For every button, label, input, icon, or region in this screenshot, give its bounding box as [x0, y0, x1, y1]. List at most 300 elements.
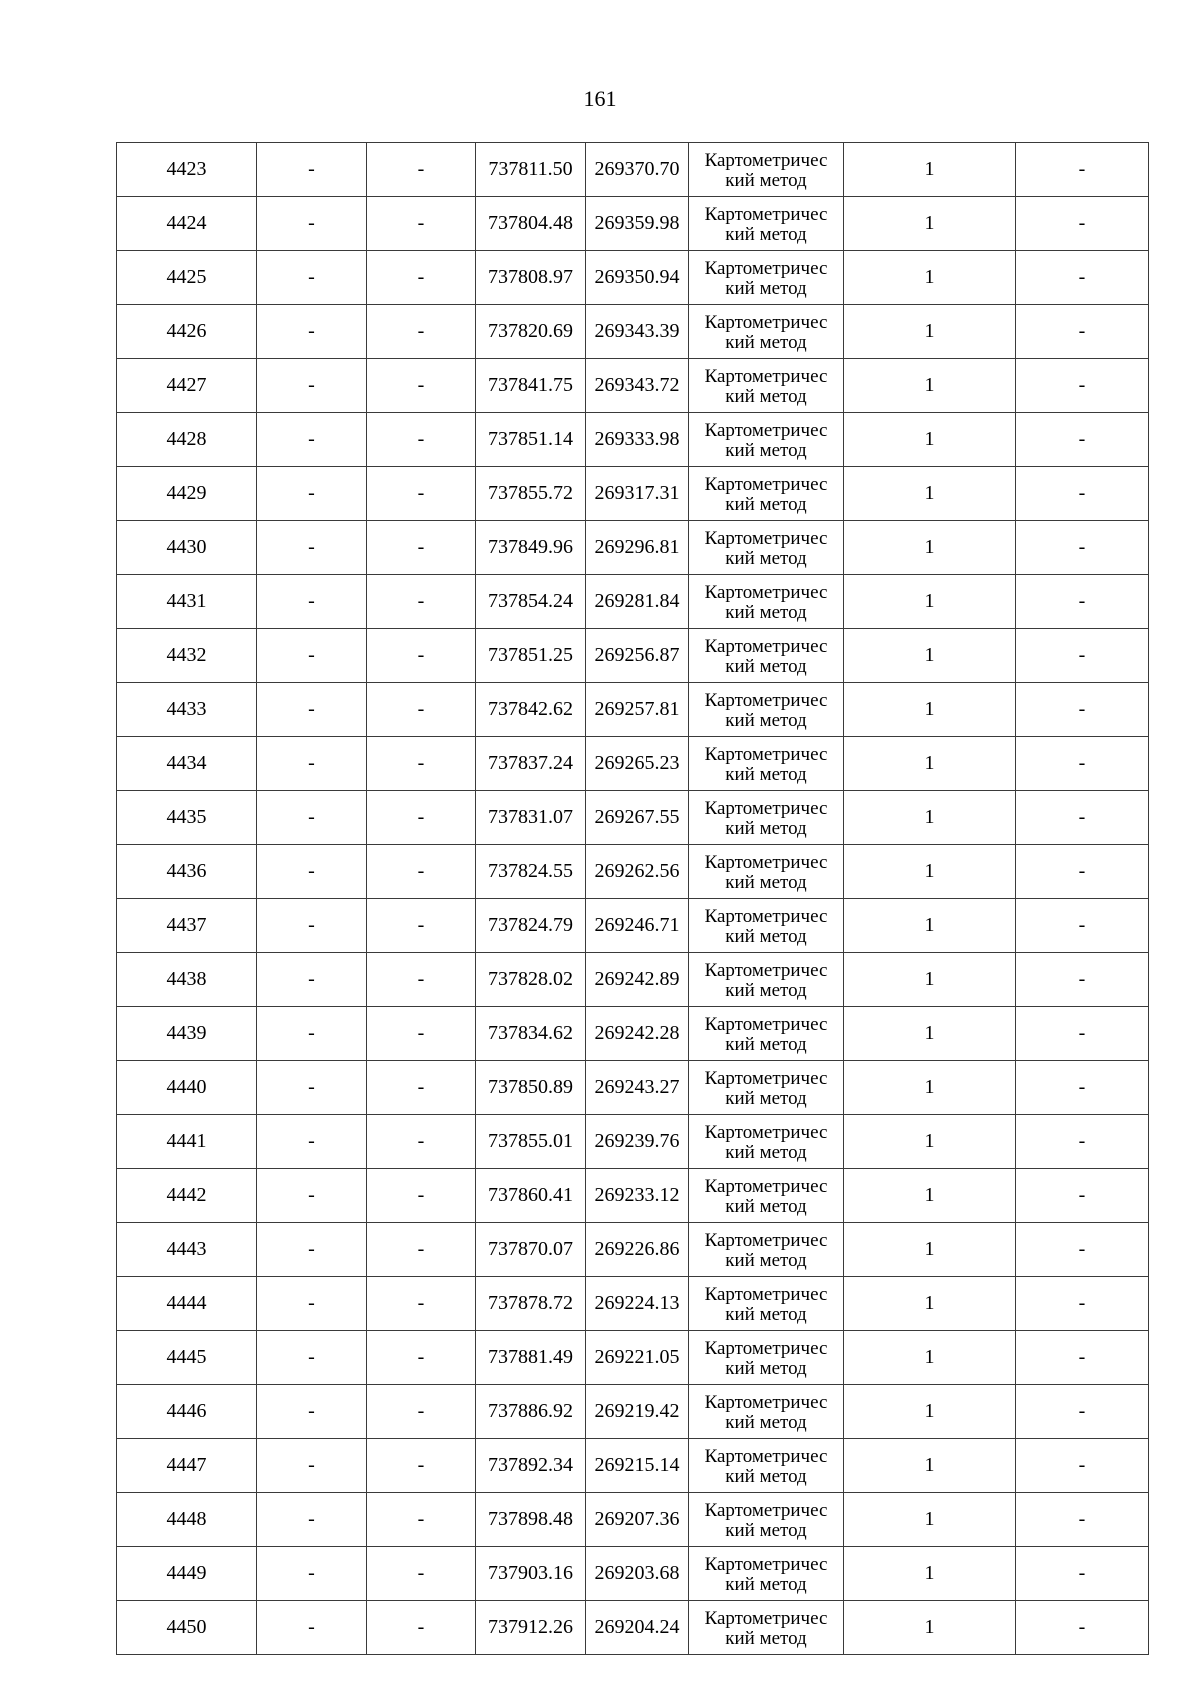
method-line-2: кий метод [725, 1142, 807, 1163]
coordinate-y: 269267.55 [586, 791, 689, 845]
method-line-2: кий метод [725, 656, 807, 677]
method-cell [689, 143, 844, 197]
coordinate-x: 737855.01 [476, 1115, 586, 1169]
empty-cell-3: - [367, 143, 476, 197]
method-cell [689, 1007, 844, 1061]
empty-cell-last: - [1016, 683, 1149, 737]
empty-cell-3: - [367, 1385, 476, 1439]
method-line-1: Картометричес [704, 1338, 828, 1359]
coordinate-x: 737837.24 [476, 737, 586, 791]
coordinate-y: 269246.71 [586, 899, 689, 953]
coordinate-x: 737878.72 [476, 1277, 586, 1331]
method-cell [689, 791, 844, 845]
method-line-2: кий метод [725, 170, 807, 191]
table-row [117, 1547, 1149, 1601]
coordinates-table [116, 142, 1149, 1655]
coordinate-x: 737831.07 [476, 791, 586, 845]
accuracy-cell: 1 [844, 845, 1016, 899]
table-row [117, 1277, 1149, 1331]
coordinate-y: 269224.13 [586, 1277, 689, 1331]
accuracy-cell: 1 [844, 1169, 1016, 1223]
point-number: 4443 [117, 1223, 257, 1277]
coordinate-x: 737804.48 [476, 197, 586, 251]
method-line-2: кий метод [725, 1628, 807, 1649]
accuracy-cell: 1 [844, 1223, 1016, 1277]
coordinate-x: 737820.69 [476, 305, 586, 359]
point-number: 4441 [117, 1115, 257, 1169]
empty-cell-last: - [1016, 899, 1149, 953]
method-line-1: Картометричес [704, 1284, 828, 1305]
empty-cell-2: - [257, 1547, 367, 1601]
method-line-1: Картометричес [704, 690, 828, 711]
empty-cell-2: - [257, 521, 367, 575]
accuracy-cell: 1 [844, 251, 1016, 305]
coordinate-x: 737842.62 [476, 683, 586, 737]
method-cell [689, 953, 844, 1007]
empty-cell-last: - [1016, 1007, 1149, 1061]
accuracy-cell: 1 [844, 359, 1016, 413]
point-number: 4426 [117, 305, 257, 359]
method-line-1: Картометричес [704, 1230, 828, 1251]
empty-cell-3: - [367, 629, 476, 683]
method-line-2: кий метод [725, 926, 807, 947]
accuracy-cell: 1 [844, 1061, 1016, 1115]
empty-cell-last: - [1016, 197, 1149, 251]
coordinate-x: 737841.75 [476, 359, 586, 413]
method-line-1: Картометричес [704, 420, 828, 441]
method-line-2: кий метод [725, 386, 807, 407]
accuracy-cell: 1 [844, 1331, 1016, 1385]
empty-cell-last: - [1016, 305, 1149, 359]
method-line-2: кий метод [725, 1034, 807, 1055]
coordinate-x: 737849.96 [476, 521, 586, 575]
empty-cell-3: - [367, 1601, 476, 1655]
empty-cell-3: - [367, 845, 476, 899]
method-line-1: Картометричес [704, 744, 828, 765]
coordinate-y: 269333.98 [586, 413, 689, 467]
empty-cell-last: - [1016, 791, 1149, 845]
empty-cell-2: - [257, 143, 367, 197]
table-row [117, 737, 1149, 791]
method-line-2: кий метод [725, 1412, 807, 1433]
method-line-1: Картометричес [704, 1392, 828, 1413]
point-number: 4444 [117, 1277, 257, 1331]
method-cell [689, 737, 844, 791]
empty-cell-2: - [257, 575, 367, 629]
coordinate-y: 269343.72 [586, 359, 689, 413]
empty-cell-3: - [367, 1439, 476, 1493]
coordinate-y: 269215.14 [586, 1439, 689, 1493]
coordinate-x: 737834.62 [476, 1007, 586, 1061]
empty-cell-last: - [1016, 1547, 1149, 1601]
point-number: 4432 [117, 629, 257, 683]
method-cell [689, 1115, 844, 1169]
method-line-1: Картометричес [704, 636, 828, 657]
method-line-2: кий метод [725, 1250, 807, 1271]
method-cell [689, 197, 844, 251]
coordinate-x: 737828.02 [476, 953, 586, 1007]
empty-cell-2: - [257, 683, 367, 737]
method-line-2: кий метод [725, 494, 807, 515]
method-line-2: кий метод [725, 548, 807, 569]
method-cell [689, 1223, 844, 1277]
point-number: 4449 [117, 1547, 257, 1601]
method-line-1: Картометричес [704, 1554, 828, 1575]
method-cell [689, 1385, 844, 1439]
empty-cell-last: - [1016, 359, 1149, 413]
method-line-2: кий метод [725, 1304, 807, 1325]
empty-cell-2: - [257, 845, 367, 899]
table-row [117, 1115, 1149, 1169]
method-line-2: кий метод [725, 602, 807, 623]
coordinate-x: 737855.72 [476, 467, 586, 521]
point-number: 4423 [117, 143, 257, 197]
accuracy-cell: 1 [844, 1277, 1016, 1331]
method-line-2: кий метод [725, 1088, 807, 1109]
method-line-2: кий метод [725, 764, 807, 785]
empty-cell-last: - [1016, 1601, 1149, 1655]
method-line-2: кий метод [725, 224, 807, 245]
coordinate-x: 737860.41 [476, 1169, 586, 1223]
table-row [117, 197, 1149, 251]
method-cell [689, 1601, 844, 1655]
empty-cell-last: - [1016, 629, 1149, 683]
empty-cell-last: - [1016, 413, 1149, 467]
coordinate-x: 737854.24 [476, 575, 586, 629]
method-line-2: кий метод [725, 1466, 807, 1487]
empty-cell-last: - [1016, 467, 1149, 521]
empty-cell-3: - [367, 413, 476, 467]
empty-cell-last: - [1016, 521, 1149, 575]
table-row [117, 1169, 1149, 1223]
empty-cell-3: - [367, 1061, 476, 1115]
method-cell [689, 1169, 844, 1223]
empty-cell-2: - [257, 467, 367, 521]
table-row [117, 953, 1149, 1007]
accuracy-cell: 1 [844, 521, 1016, 575]
empty-cell-last: - [1016, 143, 1149, 197]
accuracy-cell: 1 [844, 1385, 1016, 1439]
empty-cell-2: - [257, 1115, 367, 1169]
point-number: 4445 [117, 1331, 257, 1385]
empty-cell-3: - [367, 899, 476, 953]
method-cell [689, 845, 844, 899]
table-row [117, 413, 1149, 467]
point-number: 4439 [117, 1007, 257, 1061]
empty-cell-3: - [367, 1547, 476, 1601]
method-line-1: Картометричес [704, 474, 828, 495]
accuracy-cell: 1 [844, 737, 1016, 791]
point-number: 4428 [117, 413, 257, 467]
table-row [117, 1331, 1149, 1385]
empty-cell-3: - [367, 1493, 476, 1547]
empty-cell-last: - [1016, 845, 1149, 899]
accuracy-cell: 1 [844, 1007, 1016, 1061]
method-line-2: кий метод [725, 278, 807, 299]
empty-cell-3: - [367, 467, 476, 521]
point-number: 4442 [117, 1169, 257, 1223]
coordinate-y: 269243.27 [586, 1061, 689, 1115]
method-line-2: кий метод [725, 872, 807, 893]
method-cell [689, 251, 844, 305]
empty-cell-2: - [257, 1007, 367, 1061]
empty-cell-3: - [367, 1007, 476, 1061]
coordinate-y: 269221.05 [586, 1331, 689, 1385]
coordinate-x: 737886.92 [476, 1385, 586, 1439]
coordinate-y: 269203.68 [586, 1547, 689, 1601]
point-number: 4429 [117, 467, 257, 521]
method-cell [689, 305, 844, 359]
empty-cell-2: - [257, 1493, 367, 1547]
coordinate-y: 269226.86 [586, 1223, 689, 1277]
empty-cell-3: - [367, 197, 476, 251]
empty-cell-3: - [367, 305, 476, 359]
accuracy-cell: 1 [844, 413, 1016, 467]
empty-cell-2: - [257, 1385, 367, 1439]
empty-cell-3: - [367, 521, 476, 575]
accuracy-cell: 1 [844, 467, 1016, 521]
table-row [117, 899, 1149, 953]
accuracy-cell: 1 [844, 899, 1016, 953]
point-number: 4430 [117, 521, 257, 575]
coordinate-y: 269207.36 [586, 1493, 689, 1547]
coordinate-x: 737824.79 [476, 899, 586, 953]
coordinate-y: 269343.39 [586, 305, 689, 359]
empty-cell-last: - [1016, 1277, 1149, 1331]
point-number: 4440 [117, 1061, 257, 1115]
coordinate-y: 269296.81 [586, 521, 689, 575]
empty-cell-last: - [1016, 953, 1149, 1007]
table-row [117, 683, 1149, 737]
coordinate-x: 737811.50 [476, 143, 586, 197]
table-row [117, 1493, 1149, 1547]
table-row [117, 1007, 1149, 1061]
table-row [117, 845, 1149, 899]
empty-cell-3: - [367, 683, 476, 737]
coordinate-y: 269219.42 [586, 1385, 689, 1439]
accuracy-cell: 1 [844, 1601, 1016, 1655]
table-row [117, 575, 1149, 629]
accuracy-cell: 1 [844, 1547, 1016, 1601]
empty-cell-last: - [1016, 251, 1149, 305]
empty-cell-3: - [367, 1115, 476, 1169]
coordinate-x: 737824.55 [476, 845, 586, 899]
empty-cell-2: - [257, 1439, 367, 1493]
coordinate-y: 269317.31 [586, 467, 689, 521]
method-cell [689, 359, 844, 413]
empty-cell-2: - [257, 1601, 367, 1655]
point-number: 4434 [117, 737, 257, 791]
point-number: 4431 [117, 575, 257, 629]
point-number: 4446 [117, 1385, 257, 1439]
accuracy-cell: 1 [844, 1439, 1016, 1493]
coordinate-y: 269233.12 [586, 1169, 689, 1223]
method-cell [689, 467, 844, 521]
method-line-1: Картометричес [704, 528, 828, 549]
coordinate-y: 269239.76 [586, 1115, 689, 1169]
coordinate-y: 269256.87 [586, 629, 689, 683]
method-line-1: Картометричес [704, 960, 828, 981]
method-cell [689, 521, 844, 575]
coordinate-x: 737912.26 [476, 1601, 586, 1655]
method-cell [689, 629, 844, 683]
point-number: 4436 [117, 845, 257, 899]
empty-cell-last: - [1016, 1115, 1149, 1169]
accuracy-cell: 1 [844, 1493, 1016, 1547]
method-line-1: Картометричес [704, 906, 828, 927]
point-number: 4447 [117, 1439, 257, 1493]
empty-cell-last: - [1016, 1331, 1149, 1385]
table-row [117, 1385, 1149, 1439]
empty-cell-2: - [257, 251, 367, 305]
method-cell [689, 1493, 844, 1547]
coordinate-x: 737903.16 [476, 1547, 586, 1601]
table-row [117, 1223, 1149, 1277]
method-line-2: кий метод [725, 818, 807, 839]
coordinate-x: 737870.07 [476, 1223, 586, 1277]
method-line-2: кий метод [725, 1196, 807, 1217]
table-row [117, 791, 1149, 845]
coordinate-y: 269204.24 [586, 1601, 689, 1655]
empty-cell-2: - [257, 629, 367, 683]
method-cell [689, 1547, 844, 1601]
method-line-1: Картометричес [704, 1446, 828, 1467]
method-cell [689, 1331, 844, 1385]
method-line-1: Картометричес [704, 1500, 828, 1521]
point-number: 4438 [117, 953, 257, 1007]
accuracy-cell: 1 [844, 953, 1016, 1007]
coordinate-x: 737850.89 [476, 1061, 586, 1115]
method-line-2: кий метод [725, 1358, 807, 1379]
method-cell [689, 1061, 844, 1115]
method-line-1: Картометричес [704, 1014, 828, 1035]
empty-cell-2: - [257, 305, 367, 359]
coordinate-x: 737851.14 [476, 413, 586, 467]
empty-cell-last: - [1016, 1439, 1149, 1493]
empty-cell-2: - [257, 791, 367, 845]
point-number: 4450 [117, 1601, 257, 1655]
point-number: 4437 [117, 899, 257, 953]
method-cell [689, 575, 844, 629]
method-cell [689, 683, 844, 737]
method-line-1: Картометричес [704, 366, 828, 387]
empty-cell-2: - [257, 737, 367, 791]
empty-cell-2: - [257, 1169, 367, 1223]
accuracy-cell: 1 [844, 683, 1016, 737]
method-line-1: Картометричес [704, 258, 828, 279]
empty-cell-3: - [367, 359, 476, 413]
accuracy-cell: 1 [844, 143, 1016, 197]
empty-cell-2: - [257, 1277, 367, 1331]
table-row [117, 629, 1149, 683]
table-row [117, 467, 1149, 521]
point-number: 4425 [117, 251, 257, 305]
coordinate-x: 737892.34 [476, 1439, 586, 1493]
method-line-2: кий метод [725, 440, 807, 461]
method-line-1: Картометричес [704, 1176, 828, 1197]
point-number: 4433 [117, 683, 257, 737]
empty-cell-2: - [257, 1223, 367, 1277]
method-line-1: Картометричес [704, 204, 828, 225]
empty-cell-2: - [257, 899, 367, 953]
point-number: 4424 [117, 197, 257, 251]
method-line-1: Картометричес [704, 150, 828, 171]
empty-cell-last: - [1016, 1061, 1149, 1115]
table-row [117, 1061, 1149, 1115]
empty-cell-3: - [367, 791, 476, 845]
empty-cell-3: - [367, 953, 476, 1007]
table-row [117, 251, 1149, 305]
coordinate-y: 269265.23 [586, 737, 689, 791]
empty-cell-last: - [1016, 1223, 1149, 1277]
coordinate-y: 269350.94 [586, 251, 689, 305]
coordinate-y: 269370.70 [586, 143, 689, 197]
empty-cell-last: - [1016, 1169, 1149, 1223]
coordinate-x: 737881.49 [476, 1331, 586, 1385]
method-cell [689, 1439, 844, 1493]
accuracy-cell: 1 [844, 791, 1016, 845]
method-line-2: кий метод [725, 1520, 807, 1541]
empty-cell-3: - [367, 1169, 476, 1223]
coordinate-x: 737808.97 [476, 251, 586, 305]
empty-cell-last: - [1016, 1385, 1149, 1439]
method-cell [689, 1277, 844, 1331]
coordinate-y: 269242.89 [586, 953, 689, 1007]
empty-cell-2: - [257, 359, 367, 413]
empty-cell-3: - [367, 575, 476, 629]
method-cell [689, 899, 844, 953]
coordinate-y: 269262.56 [586, 845, 689, 899]
accuracy-cell: 1 [844, 629, 1016, 683]
method-line-1: Картометричес [704, 1122, 828, 1143]
point-number: 4427 [117, 359, 257, 413]
accuracy-cell: 1 [844, 575, 1016, 629]
empty-cell-2: - [257, 953, 367, 1007]
coordinate-y: 269281.84 [586, 575, 689, 629]
method-line-2: кий метод [725, 1574, 807, 1595]
empty-cell-2: - [257, 413, 367, 467]
method-cell [689, 413, 844, 467]
method-line-2: кий метод [725, 332, 807, 353]
coordinate-y: 269359.98 [586, 197, 689, 251]
coordinate-y: 269242.28 [586, 1007, 689, 1061]
method-line-2: кий метод [725, 980, 807, 1001]
empty-cell-3: - [367, 1223, 476, 1277]
method-line-1: Картометричес [704, 798, 828, 819]
empty-cell-last: - [1016, 1493, 1149, 1547]
table-row [117, 305, 1149, 359]
empty-cell-3: - [367, 737, 476, 791]
table-row [117, 1439, 1149, 1493]
empty-cell-last: - [1016, 575, 1149, 629]
point-number: 4435 [117, 791, 257, 845]
empty-cell-last: - [1016, 737, 1149, 791]
accuracy-cell: 1 [844, 1115, 1016, 1169]
coordinate-y: 269257.81 [586, 683, 689, 737]
empty-cell-2: - [257, 1331, 367, 1385]
empty-cell-3: - [367, 251, 476, 305]
method-line-1: Картометричес [704, 1608, 828, 1629]
method-line-1: Картометричес [704, 582, 828, 603]
point-number: 4448 [117, 1493, 257, 1547]
table-body [117, 143, 1149, 1655]
table-row [117, 1601, 1149, 1655]
coordinate-x: 737851.25 [476, 629, 586, 683]
page-number: 161 [583, 86, 617, 111]
empty-cell-3: - [367, 1277, 476, 1331]
accuracy-cell: 1 [844, 197, 1016, 251]
coordinate-x: 737898.48 [476, 1493, 586, 1547]
